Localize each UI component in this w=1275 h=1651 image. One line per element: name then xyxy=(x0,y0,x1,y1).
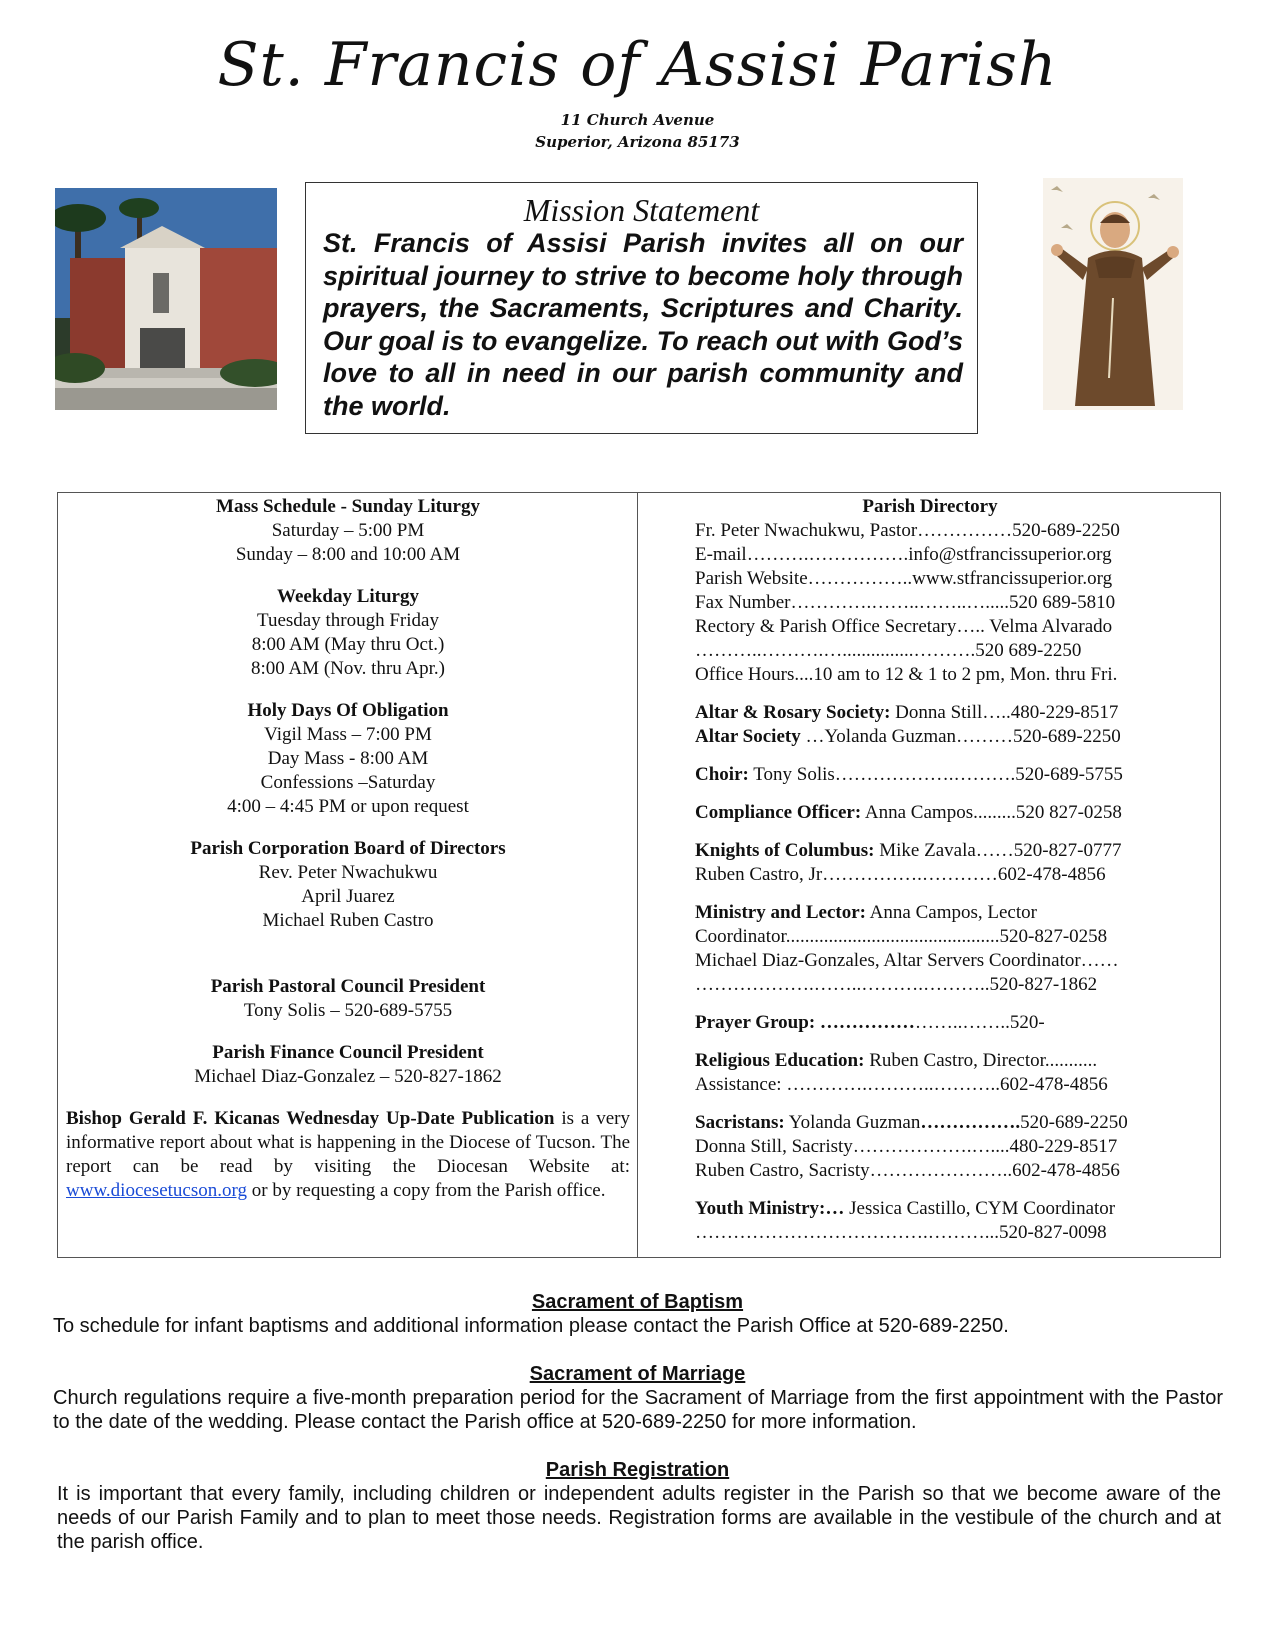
directory-line: Fax Number………….……..……..….....520 689-5810 xyxy=(695,592,1116,613)
diocese-website-link[interactable]: www.diocesetucson.org xyxy=(66,1180,247,1201)
holy-days-line: Vigil Mass – 7:00 PM xyxy=(264,724,432,745)
religious-value: Ruben Castro, Director........... xyxy=(864,1050,1098,1071)
marriage-heading: Sacrament of Marriage xyxy=(529,1363,746,1385)
info-table xyxy=(57,492,1221,1258)
ministry-lector xyxy=(695,901,1205,925)
directory-line: Rectory & Parish Office Secretary….. Velma Alvarado xyxy=(695,616,1113,637)
pastoral-council-president: Tony Solis – 520-689-5755 xyxy=(243,1000,453,1021)
holy-days-heading: Holy Days Of Obligation xyxy=(247,700,449,721)
holy-days-line: Day Mass - 8:00 AM xyxy=(267,748,429,769)
address-city: Superior, Arizona 85173 xyxy=(535,133,740,151)
bishop-update-text-end: or by requesting a copy from the Parish office. xyxy=(247,1180,606,1201)
board-member: April Juarez xyxy=(301,886,395,907)
mass-line: Saturday – 5:00 PM xyxy=(271,520,425,541)
sacristans-line-2: Donna Still, Sacristy……………….…....480-229-8517 xyxy=(695,1136,1118,1157)
religious-education xyxy=(695,1049,1205,1073)
altar-society-label: Altar Society xyxy=(695,726,801,747)
weekday-line: 8:00 AM (Nov. thru Apr.) xyxy=(250,658,446,679)
knights-value: Mike Zavala……520-827-0777 xyxy=(874,840,1122,861)
weekday-line: Tuesday through Friday xyxy=(257,610,439,631)
knights-of-columbus xyxy=(695,839,1205,863)
altar-society xyxy=(695,725,1205,749)
column-divider xyxy=(637,493,638,1257)
directory-heading: Parish Directory xyxy=(862,496,998,517)
compliance-value: Anna Campos.........520 827-0258 xyxy=(861,802,1122,823)
altar-rosary-value: Donna Still…..480-229-8517 xyxy=(890,702,1119,723)
sacristans-label: Sacristans: xyxy=(695,1112,785,1133)
knights-line-2: Ruben Castro, Jr…………….…………602-478-4856 xyxy=(695,864,1106,885)
directory-line: Office Hours....10 am to 12 & 1 to 2 pm, Mon. thru Fri. xyxy=(695,664,1118,685)
altar-rosary-label: Altar & Rosary Society: xyxy=(695,702,891,723)
mass-line: Sunday – 8:00 and 10:00 AM xyxy=(235,544,461,565)
bishop-update-text: is a very informative report about what is happening in the Diocese of Tucson. The report can be read by visiting the Diocesan Website at: xyxy=(66,1108,630,1177)
youth-value: Jessica Castillo, CYM Coordinator xyxy=(844,1198,1116,1219)
choir-label: Choir: xyxy=(695,764,749,785)
directory-line: Parish Website……………..www.stfrancissuperior.org xyxy=(695,568,1113,589)
directory-line: ………..……….…...............……….520 689-2250 xyxy=(695,640,1082,661)
religious-label: Religious Education: xyxy=(695,1050,865,1071)
compliance-officer xyxy=(695,801,1205,825)
sacristans-phone: 520-689-2250 xyxy=(1020,1112,1128,1133)
prayer-label: Prayer Group: xyxy=(695,1012,816,1033)
ministry-value: Anna Campos, Lector xyxy=(865,902,1037,923)
youth-line-2: ……………………………….………...520-827-0098 xyxy=(695,1222,1107,1243)
bishop-update-paragraph xyxy=(66,1107,630,1203)
weekday-line: 8:00 AM (May thru Oct.) xyxy=(251,634,445,655)
prayer-dots: …………… xyxy=(815,1012,915,1033)
board-member: Michael Ruben Castro xyxy=(262,910,434,931)
registration-text: It is important that every family, including children or independent adults register in the Parish so that we become aware of the needs of our Parish Family and to plan to meet those needs. Registration forms are available in the vestibule of the church and at the parish office. xyxy=(57,1483,1221,1553)
address-street: 11 Church Avenue xyxy=(560,111,715,129)
ministry-line-3: Michael Diaz-Gonzales, Altar Servers Coordinator…… xyxy=(695,950,1119,971)
pastoral-council-heading: Parish Pastoral Council President xyxy=(210,976,486,997)
directory-line: E-mail……….…………….info@stfrancissuperior.org xyxy=(695,544,1112,565)
holy-days-line: 4:00 – 4:45 PM or upon request xyxy=(227,796,469,817)
choir xyxy=(695,763,1205,787)
schedule-column xyxy=(66,495,630,1203)
youth-ministry xyxy=(695,1197,1205,1221)
directory-line: Fr. Peter Nwachukwu, Pastor……………520-689-2250 xyxy=(695,520,1120,541)
sacristans-line-3: Ruben Castro, Sacristy…………………..602-478-4856 xyxy=(695,1160,1120,1181)
compliance-label: Compliance Officer: xyxy=(695,802,862,823)
choir-value: Tony Solis……………….……….520-689-5755 xyxy=(748,764,1123,785)
ministry-line-4: ……………….……..……….………..520-827-1862 xyxy=(695,974,1098,995)
directory-column xyxy=(695,495,1205,1245)
knights-label: Knights of Columbus: xyxy=(695,840,875,861)
ministry-label: Ministry and Lector: xyxy=(695,902,866,923)
altar-society-value: …Yolanda Guzman………520-689-2250 xyxy=(800,726,1121,747)
saint-francis-image xyxy=(1043,178,1183,410)
baptism-text: To schedule for infant baptisms and additional information please contact the Parish Office at 520-689-2250. xyxy=(53,1315,1009,1337)
board-heading: Parish Corporation Board of Directors xyxy=(190,838,506,859)
prayer-group xyxy=(695,1011,1205,1035)
prayer-value: ……..……..520- xyxy=(914,1012,1045,1033)
mission-statement-box xyxy=(305,182,978,434)
weekday-liturgy-heading: Weekday Liturgy xyxy=(277,586,419,607)
mission-text: St. Francis of Assisi Parish invites all on our spiritual journey to strive to become holy through prayers, the Sacraments, Scriptures and Charity. Our goal is to evangelize. To reach out with God’s love to all in need in our parish community and the world. xyxy=(323,228,963,421)
marriage-text: Church regulations require a five-month preparation period for the Sacrament of Marriage from the first appointment with the Pastor to the date of the wedding. Please contact the Parish office at 520-689-2250 for more information. xyxy=(53,1387,1223,1433)
finance-council-heading: Parish Finance Council President xyxy=(212,1042,484,1063)
youth-label: Youth Ministry:… xyxy=(695,1198,845,1219)
sacristans-value: Yolanda Guzman xyxy=(784,1112,921,1133)
holy-days-line: Confessions –Saturday xyxy=(260,772,436,793)
bishop-update-title: Bishop Gerald F. Kicanas Wednesday Up-Date Publication xyxy=(66,1108,555,1129)
church-photo xyxy=(55,188,277,410)
registration-heading: Parish Registration xyxy=(545,1459,730,1481)
finance-council-president: Michael Diaz-Gonzalez – 520-827-1862 xyxy=(194,1066,502,1087)
parish-title: St. Francis of Assisi Parish xyxy=(217,30,1058,100)
sacristans xyxy=(695,1111,1205,1135)
baptism-heading: Sacrament of Baptism xyxy=(531,1291,744,1313)
ministry-line-2: Coordinator.............................................520-827-0258 xyxy=(695,926,1108,947)
board-member: Rev. Peter Nwachukwu xyxy=(258,862,438,883)
altar-rosary-society xyxy=(695,701,1205,725)
religious-line-2: Assistance: ………….………..………..602-478-4856 xyxy=(695,1074,1108,1095)
mission-title: Mission Statement xyxy=(523,192,760,228)
mass-schedule-heading: Mass Schedule - Sunday Liturgy xyxy=(216,496,480,517)
sacristans-dots: ……………. xyxy=(920,1112,1021,1133)
